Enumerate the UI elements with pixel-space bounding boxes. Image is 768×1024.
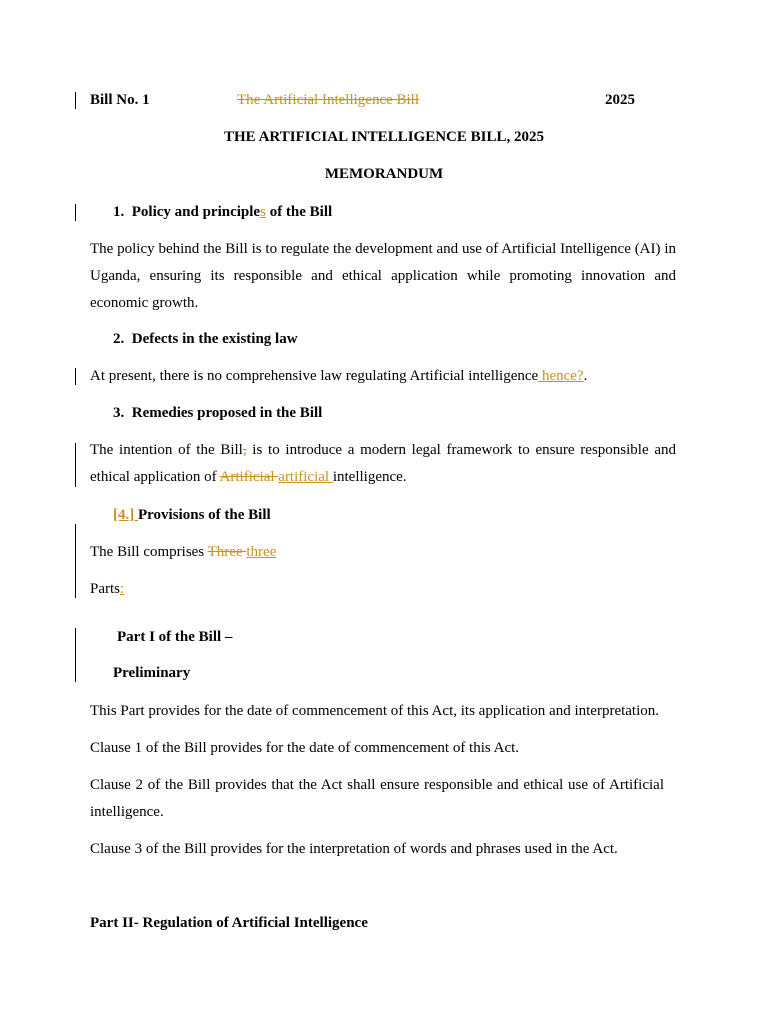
body-text: Parts [90,581,120,597]
inserted-text: artificial [278,469,333,485]
parts-line [90,581,124,598]
deleted-text: , [242,442,247,458]
inserted-text: : [120,581,125,597]
section-4-heading [113,507,271,524]
part-1-heading: Part I of the Bill – [117,629,233,645]
change-bar [75,204,76,221]
section-2-body [90,368,587,385]
section-1-heading [113,204,332,221]
part-1-paragraph: This Part provides for the date of commencement of this Act, its application and interpretation. [90,703,660,719]
part-1-subheading: Preliminary [113,665,191,681]
deleted-text: Three [207,544,247,560]
body-text: . [583,368,588,384]
change-bar [75,628,76,682]
section-4-body [90,544,276,561]
heading-text: Remedies proposed in the Bill [131,405,323,421]
change-bar [75,92,76,109]
section-number: 3. [113,405,125,421]
body-text: The Bill comprises [90,544,208,560]
heading-text: Provisions of the Bill [138,507,271,523]
part-1-paragraph: Clause 1 of the Bill provides for the date of commencement of this Act. [90,740,520,756]
part-1-paragraph: Clause 3 of the Bill provides for the interpretation of words and phrases used in the Act. [90,841,618,857]
deleted-text: Artificial [219,469,279,485]
part-1-paragraph: Clause 2 of the Bill provides that the Act shall ensure responsible and ethical use of Artificial intelligence. [90,777,664,820]
body-text: At present, there is no comprehensive law regulating Artificial intelligence [90,368,539,384]
bill-year: 2025 [605,92,635,108]
body-text: intelligence. [332,469,407,485]
part-2-heading: Part II- Regulation of Artificial Intelligence [90,915,368,931]
inserted-text: hence? [538,368,584,384]
change-bar [75,443,76,487]
section-3-heading [113,405,322,422]
inserted-section-number: [4.] [113,507,138,523]
change-bar [75,524,76,598]
section-number: 1. [113,204,125,220]
memorandum-heading: MEMORANDUM [324,166,444,182]
inserted-text: three [246,544,277,560]
bill-title-deleted: The Artificial Intelligence Bill [237,92,420,108]
section-number: 2. [113,331,125,347]
section-1-body: The policy behind the Bill is to regulate the development and use of Artificial Intelligence (AI) in Uganda, ensuring its responsible and ethical application while promoting innovation and economic growth. [90,241,676,311]
body-text: is to introduce a modern legal framework to ensure responsible and ethical application of [90,442,676,485]
document-title: THE ARTIFICIAL INTELLIGENCE BILL, 2025 [224,129,544,145]
heading-text: Defects in the existing law [131,331,298,347]
section-2-heading [113,331,298,348]
section-3-body [90,437,676,491]
change-bar [75,368,76,385]
body-text: The intention of the Bill [90,442,243,458]
heading-text: of the Bill [265,204,333,220]
inserted-text: s [260,204,266,220]
bill-number: Bill No. 1 [90,92,150,108]
heading-text: Policy and principle [131,204,261,220]
